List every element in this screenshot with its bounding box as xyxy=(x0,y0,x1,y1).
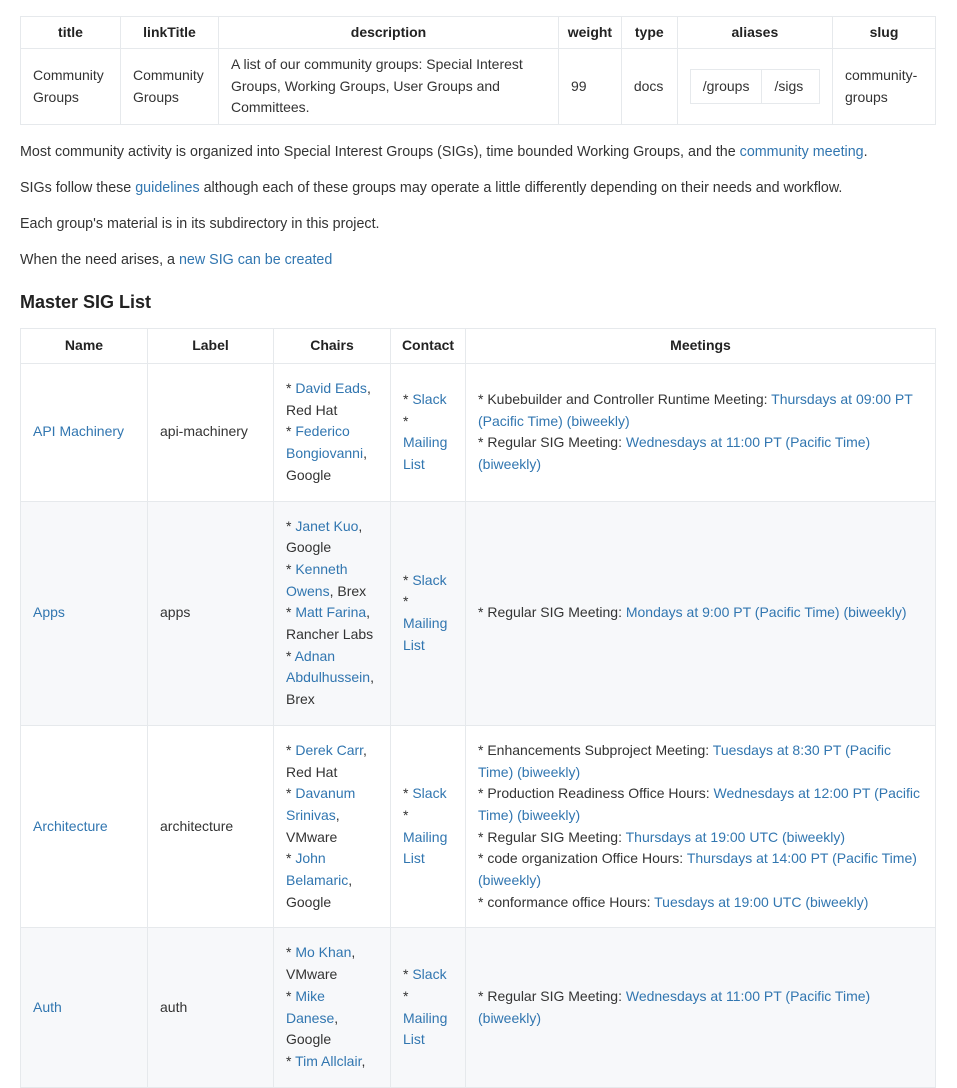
chair-org: Google xyxy=(286,1031,332,1048)
text: , xyxy=(363,741,367,758)
table-row xyxy=(21,501,936,725)
table-row xyxy=(21,928,936,1087)
text: , xyxy=(366,604,371,621)
text: * xyxy=(403,571,413,588)
meeting-time-link[interactable]: Wednesdays at 11:00 PT (Pacific Time) (biweekly) xyxy=(478,434,871,472)
cell-chairs xyxy=(274,725,391,928)
cell-contact xyxy=(391,501,466,725)
meeting-label: Production Readiness Office Hours: xyxy=(487,785,714,802)
chair-org: Google xyxy=(286,539,332,556)
table-row xyxy=(21,725,936,928)
cell-meetings xyxy=(466,928,936,1087)
header-type: type xyxy=(621,17,677,49)
header-title: title xyxy=(21,17,121,49)
header-meetings: Meetings xyxy=(466,329,936,364)
text: , xyxy=(370,669,374,686)
text: * xyxy=(403,785,413,802)
meeting-label: Regular SIG Meeting: xyxy=(487,434,626,451)
cell-meetings xyxy=(466,501,936,725)
text: * xyxy=(286,423,296,440)
text: * xyxy=(286,944,296,961)
header-name: Name xyxy=(21,329,148,364)
mailing-list-link[interactable]: Mailing List xyxy=(403,615,448,653)
text: , xyxy=(361,1052,366,1069)
header-linktitle: linkTitle xyxy=(121,17,219,49)
text: * xyxy=(403,987,409,1004)
cell-contact xyxy=(391,364,466,502)
text: * xyxy=(286,604,296,621)
text: * xyxy=(478,987,488,1004)
text: although each of these groups may operate a little differently depending on their needs and workflow. xyxy=(199,180,843,196)
text: , xyxy=(348,872,353,889)
chair-link[interactable]: Mike Danese xyxy=(286,987,335,1026)
sig-name-link[interactable]: Architecture xyxy=(33,817,108,834)
cell-name xyxy=(21,928,148,1087)
text: , xyxy=(363,445,367,462)
cell-meetings xyxy=(466,725,936,928)
text: * xyxy=(403,412,409,429)
mailing-list-link[interactable]: Mailing List xyxy=(403,828,448,867)
text: * xyxy=(403,390,413,407)
chair-org: Google xyxy=(286,893,332,910)
header-description: description xyxy=(219,17,559,49)
sig-name-link[interactable]: Apps xyxy=(33,604,65,621)
meeting-label: Kubebuilder and Controller Runtime Meeting: xyxy=(487,390,772,407)
text: , xyxy=(329,582,338,599)
cell-label: apps xyxy=(148,501,274,725)
meeting-label: conformance office Hours: xyxy=(487,893,655,910)
chair-link[interactable]: Federico Bongiovanni xyxy=(286,423,364,462)
meeting-time-link[interactable]: Wednesdays at 12:00 PT (Pacific Time) (biweekly) xyxy=(478,785,921,823)
cell-chairs xyxy=(274,501,391,725)
text: , xyxy=(335,806,340,823)
cell-aliases xyxy=(677,49,832,125)
text: , xyxy=(334,1009,339,1026)
chair-org: Brex xyxy=(286,691,315,708)
chair-link[interactable]: Tim Allclair xyxy=(295,1052,362,1069)
chair-org: VMware xyxy=(286,966,338,983)
cell-linktitle: Community Groups xyxy=(121,49,219,125)
meeting-item xyxy=(478,602,923,624)
text: * xyxy=(403,593,409,610)
cell-label: auth xyxy=(148,928,274,1087)
meeting-time-link[interactable]: Wednesdays at 11:00 PT (Pacific Time) (biweekly) xyxy=(478,987,871,1026)
meeting-item xyxy=(478,432,923,475)
text: * xyxy=(478,893,488,910)
meeting-label: Regular SIG Meeting: xyxy=(487,604,626,621)
aliases-list xyxy=(690,69,820,105)
meeting-item xyxy=(478,827,923,849)
text: , xyxy=(358,517,363,534)
chair-link[interactable]: Adnan Abdulhussein xyxy=(286,647,371,686)
text: When the need arises, a xyxy=(20,252,179,268)
meeting-time-link[interactable]: Tuesdays at 8:30 PT (Pacific Time) (biweekly) xyxy=(478,741,891,780)
cell-weight: 99 xyxy=(559,49,622,125)
text: , xyxy=(366,380,371,396)
table-row xyxy=(21,364,936,502)
chair-link[interactable]: Davanum Srinivas xyxy=(286,785,356,823)
meeting-label: Regular SIG Meeting: xyxy=(487,987,626,1004)
text: * xyxy=(286,380,296,396)
meeting-label: Regular SIG Meeting: xyxy=(487,828,626,845)
meeting-item xyxy=(478,986,923,1029)
text: . xyxy=(863,144,868,160)
chair-link[interactable]: David Eads xyxy=(295,380,367,396)
cell-contact xyxy=(391,725,466,928)
cell-label: architecture xyxy=(148,725,274,928)
meeting-label: code organization Office Hours: xyxy=(487,850,687,867)
text: * xyxy=(286,1052,296,1069)
cell-label: api-machinery xyxy=(148,364,274,502)
meeting-time-link[interactable]: Mondays at 9:00 PT (Pacific Time) (biweekly) xyxy=(625,604,907,621)
cell-chairs xyxy=(274,928,391,1087)
chair-link[interactable]: Matt Farina xyxy=(295,604,367,621)
header-chairs: Chairs xyxy=(274,329,391,364)
meeting-item xyxy=(478,892,923,914)
text: * xyxy=(286,647,295,664)
guidelines-link[interactable]: guidelines xyxy=(135,180,200,196)
community-meeting-link[interactable]: community meeting xyxy=(739,144,864,160)
intro-paragraph-2 xyxy=(20,178,842,198)
cell-title: Community Groups xyxy=(21,49,121,125)
cell-chairs xyxy=(274,364,391,502)
text: , xyxy=(351,944,356,961)
intro-paragraph-4 xyxy=(20,250,332,270)
slack-link[interactable]: Slack xyxy=(412,571,447,588)
text: * xyxy=(478,850,488,867)
cell-description: A list of our community groups: Special Interest Groups, Working Groups, User Groups and Committees. xyxy=(219,49,559,125)
chair-link[interactable]: Janet Kuo xyxy=(295,517,359,534)
chair-org: VMware xyxy=(286,828,338,845)
text: SIGs follow these xyxy=(20,180,136,196)
text: * xyxy=(403,806,409,823)
cell-name xyxy=(21,501,148,725)
slack-link[interactable]: Slack xyxy=(412,390,447,407)
sig-name-link[interactable]: API Machinery xyxy=(33,423,125,440)
sig-name-link[interactable]: Auth xyxy=(33,998,62,1015)
text: * xyxy=(286,560,296,577)
sig-table xyxy=(20,328,936,1088)
cell-name xyxy=(21,725,148,928)
chair-org: Red Hat xyxy=(286,401,338,418)
meeting-time-link[interactable]: Tuesdays at 19:00 UTC (biweekly) xyxy=(654,893,869,910)
header-weight: weight xyxy=(559,17,622,49)
meeting-item xyxy=(478,783,923,826)
cell-meetings xyxy=(466,364,936,502)
chair-org: Google xyxy=(286,466,332,483)
intro-paragraph-1 xyxy=(20,142,868,162)
header-label: Label xyxy=(148,329,274,364)
text: * xyxy=(286,741,296,758)
chair-link[interactable]: Derek Carr xyxy=(295,741,364,758)
mailing-list-link[interactable]: Mailing List xyxy=(403,1009,448,1048)
header-aliases: aliases xyxy=(677,17,832,49)
text: * xyxy=(403,966,413,983)
chair-org: Rancher Labs xyxy=(286,626,374,643)
cell-slug: community-groups xyxy=(833,49,936,125)
text: * xyxy=(478,741,488,758)
text: * xyxy=(478,434,488,451)
meeting-item xyxy=(478,740,923,783)
cell-name xyxy=(21,364,148,502)
chair-link[interactable]: John Belamaric xyxy=(286,850,349,889)
text: * xyxy=(478,785,488,802)
slack-link[interactable]: Slack xyxy=(412,966,447,983)
chair-link[interactable]: Kenneth Owens xyxy=(286,560,348,599)
slack-link[interactable]: Slack xyxy=(412,785,447,802)
mailing-list-link[interactable]: Mailing List xyxy=(403,434,448,472)
text: * xyxy=(478,828,488,845)
cell-contact xyxy=(391,928,466,1087)
chair-org: Brex xyxy=(337,582,367,599)
text: * xyxy=(286,517,296,534)
cell-type: docs xyxy=(621,49,677,125)
meeting-time-link[interactable]: Thursdays at 14:00 PT (Pacific Time) (biweekly) xyxy=(478,850,917,889)
chair-org: Red Hat xyxy=(286,763,338,780)
meeting-item xyxy=(478,389,923,432)
header-slug: slug xyxy=(833,17,936,49)
front-matter-table xyxy=(20,16,936,125)
meeting-label: Enhancements Subproject Meeting: xyxy=(487,741,713,758)
meeting-time-link[interactable]: Thursdays at 09:00 PT (Pacific Time) (biweekly) xyxy=(478,390,913,429)
text: * xyxy=(478,390,488,407)
header-contact: Contact xyxy=(391,329,466,364)
new-sig-link[interactable]: new SIG can be created xyxy=(178,252,333,268)
alias-item: /groups xyxy=(702,77,750,94)
intro-paragraph-3: Each group's material is in its subdirectory in this project. xyxy=(20,216,380,232)
text: * xyxy=(286,850,296,867)
chair-link[interactable]: Mo Khan xyxy=(295,944,352,961)
section-heading: Master SIG List xyxy=(20,292,152,312)
text: * xyxy=(478,604,488,621)
text: Most community activity is organized into Special Interest Groups (SIGs), time bounded Working Groups, and the xyxy=(20,144,740,160)
meeting-time-link[interactable]: Thursdays at 19:00 UTC (biweekly) xyxy=(625,828,846,845)
alias-item: /sigs xyxy=(761,70,815,104)
text: * xyxy=(286,785,296,802)
text: * xyxy=(286,987,296,1004)
meeting-item xyxy=(478,848,923,891)
